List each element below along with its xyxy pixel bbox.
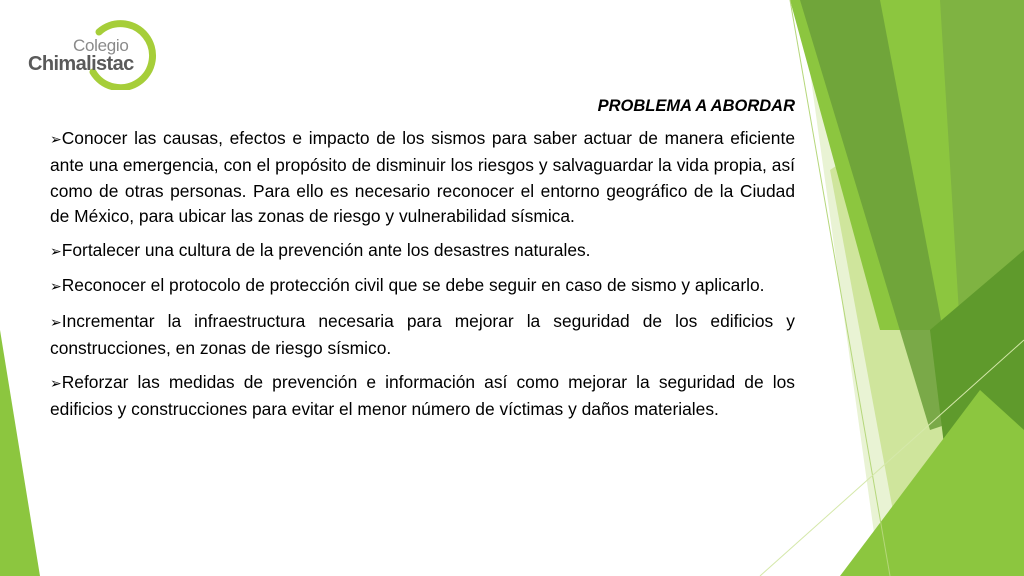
logo-text-chimalistac: Chimalistac [28, 53, 134, 75]
bullet-text: Reconocer el protocolo de protección civil que se debe seguir en caso de sismo y aplicarlo. [61, 275, 765, 295]
school-logo [26, 20, 146, 92]
bullet-item [50, 309, 795, 362]
content-area [50, 94, 795, 431]
logo-text-colegio: Colegio [73, 36, 129, 55]
bullet-text: Fortalecer una cultura de la prevención ante los desastres naturales. [61, 239, 591, 260]
bullet-text: Conocer las causas, efectos e impacto de los sismos para saber actuar de manera eficiente ante una emergencia, con el propósito de disminuir los riesgos y salvaguardar la vida propia, así como de otras personas. Para ello es necesario reconocer el entorno geográfico de la Ciudad de México, para ubicar las zonas de riesgo y vulnerabilidad sísmica. [50, 127, 795, 226]
bullet-item [50, 238, 795, 266]
arrow-bullet-icon: ➢ [50, 131, 62, 148]
bullet-item [50, 126, 795, 230]
bullet-item [50, 370, 795, 423]
bullet-text: Reforzar las medidas de prevención e información así como mejorar la seguridad de los edificios y construcciones para evitar el menor número de víctimas y daños materiales. [50, 371, 795, 419]
section-title: PROBLEMA A ABORDAR [597, 97, 795, 115]
bullet-text: Incrementar la infraestructura necesaria para mejorar la seguridad de los edificios y construcciones, en zonas de riesgo sísmico. [50, 310, 795, 358]
arrow-bullet-icon: ➢ [50, 375, 62, 392]
arrow-bullet-icon: ➢ [50, 279, 62, 295]
arrow-bullet-icon: ➢ [50, 314, 62, 331]
bottom-left-wedge [0, 330, 40, 576]
arrow-bullet-icon: ➢ [50, 243, 62, 260]
bullet-item [50, 273, 795, 301]
